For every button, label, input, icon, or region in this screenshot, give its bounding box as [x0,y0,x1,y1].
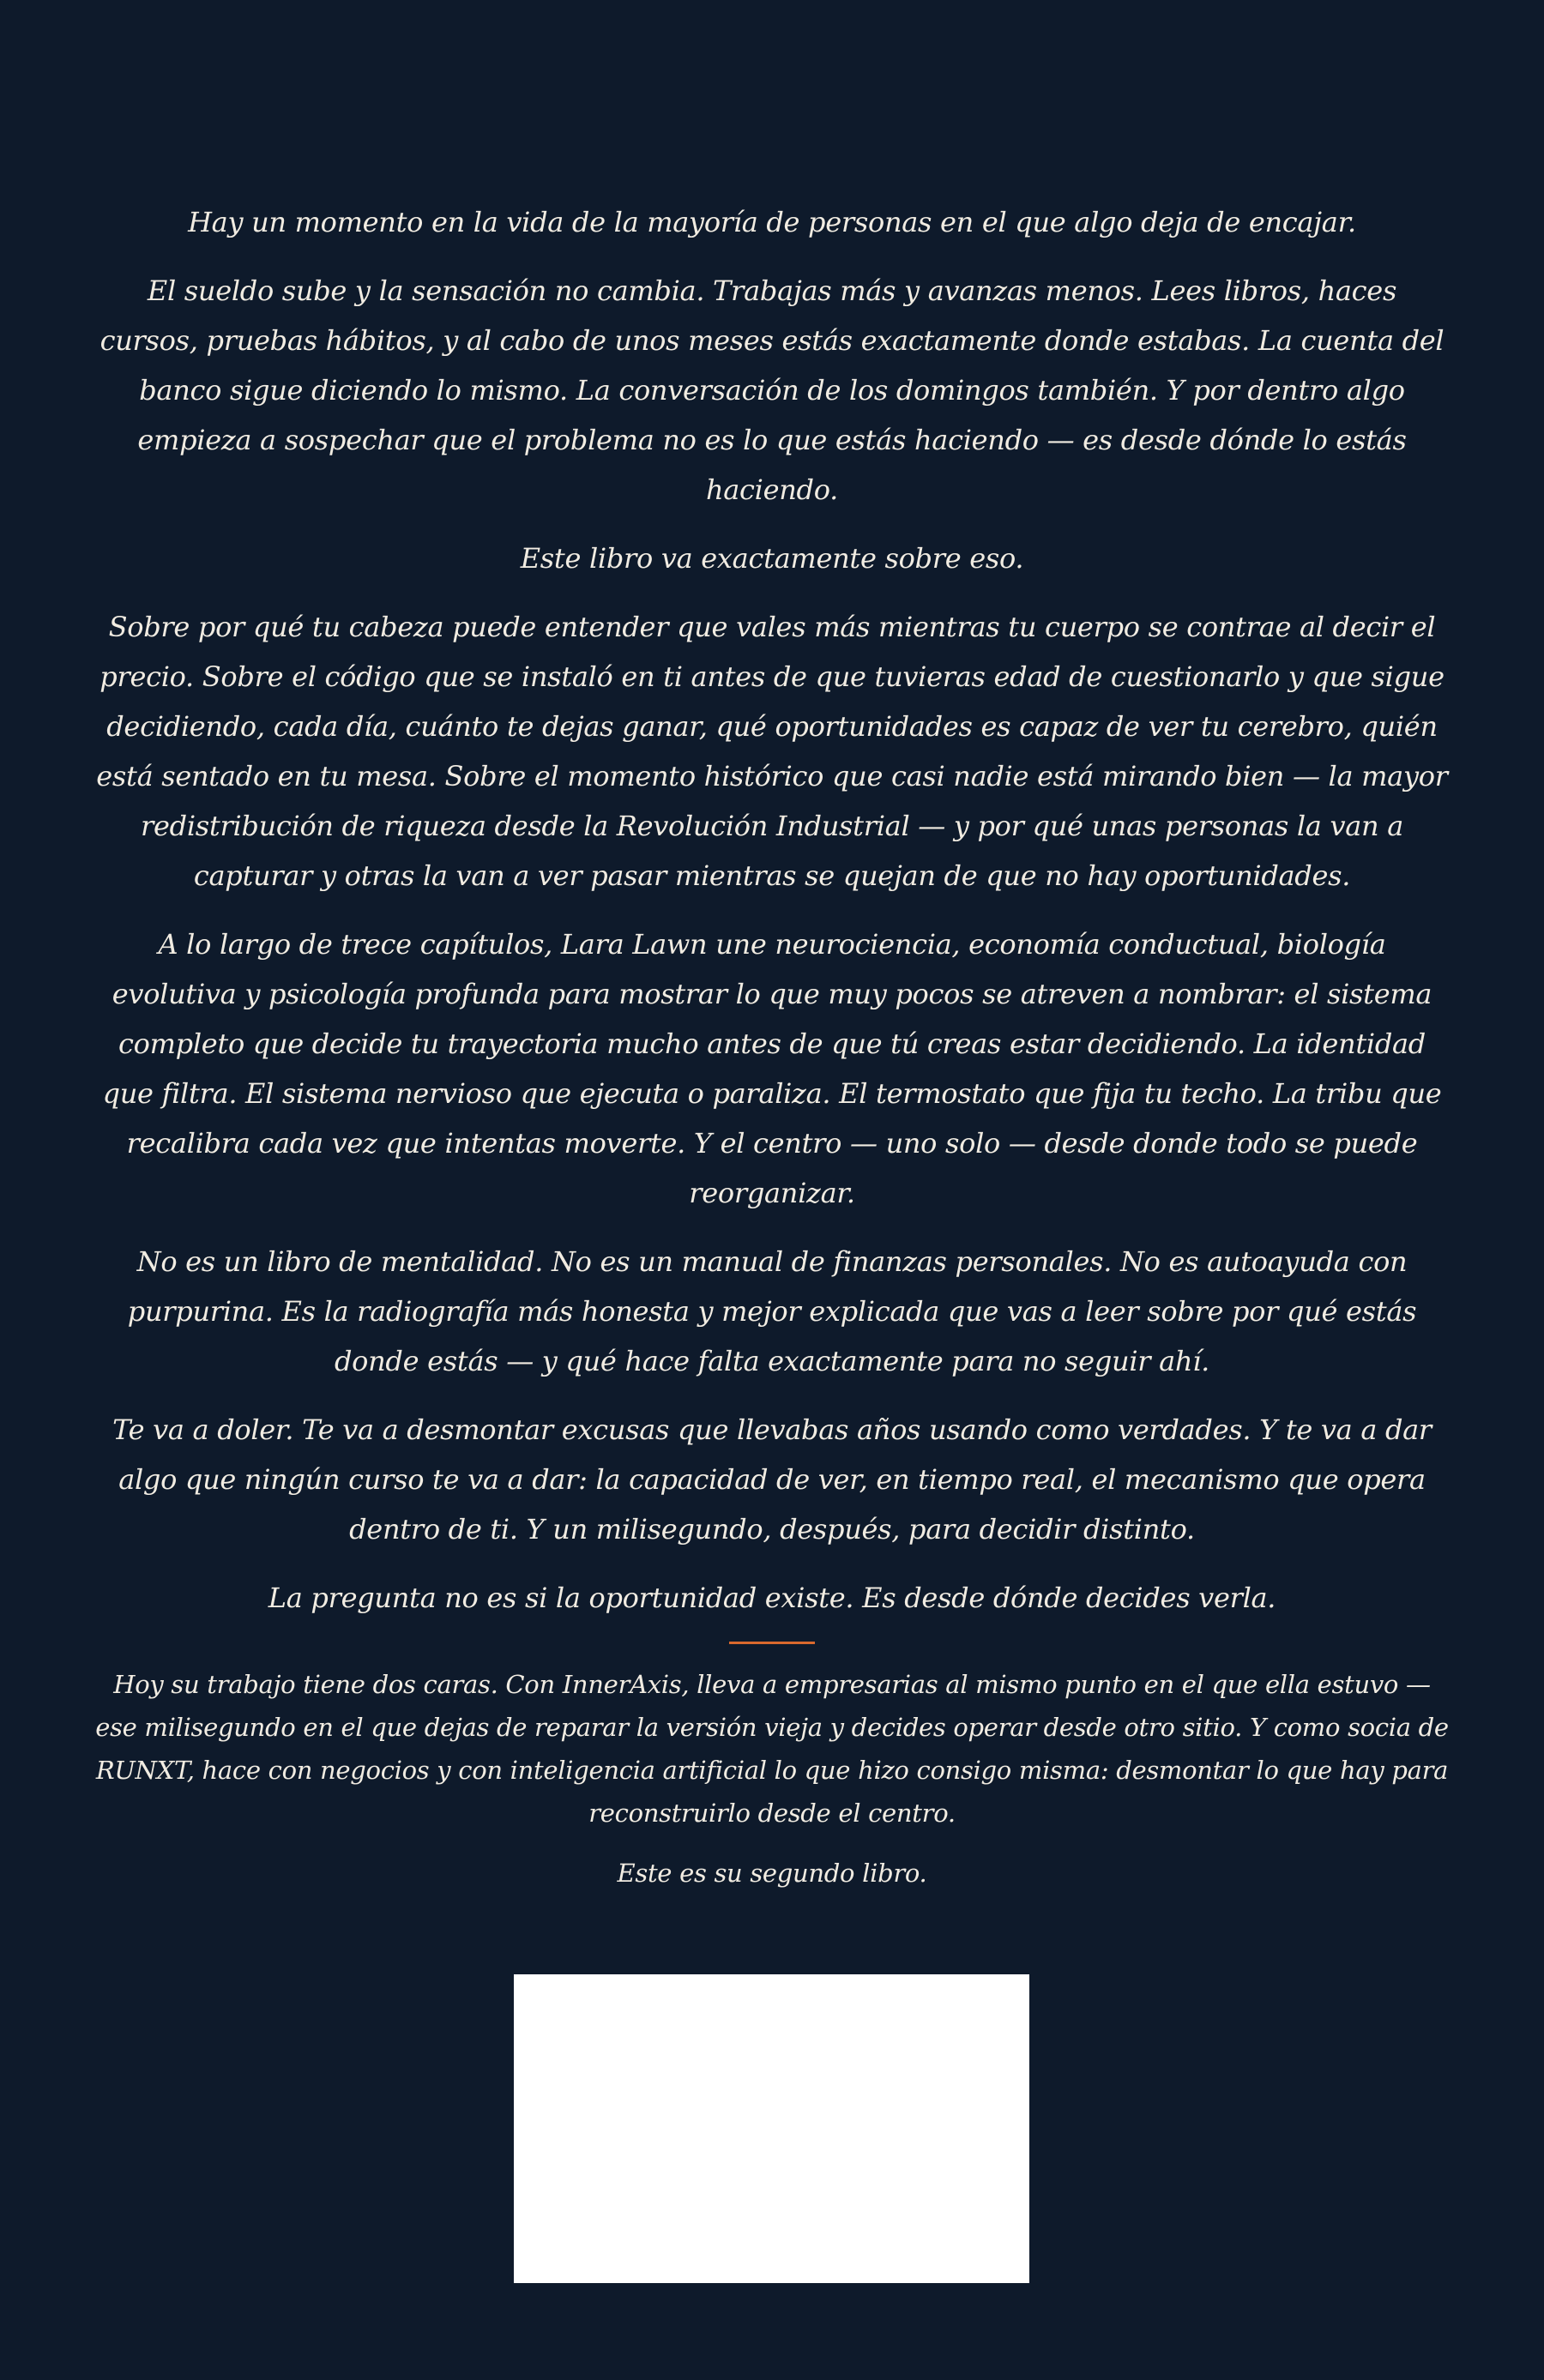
blurb-paragraph-5: A lo largo de trece capítulos, Lara Lawn une neurociencia, economía conductual, biología evolutiva y psicología profunda para mostrar lo que muy pocos se atreven a nombrar: el sistema completo que decide tu trayectoria mucho antes de que tú creas estar decidiendo. La identidad que filtra. El sistema nervioso que ejecuta o paraliza. El termostato que fija tu techo. La tribu que recalibra cada vez que intentas moverte. Y el centro — uno solo — desde donde todo se puede reorganizar. [102,928,1442,1209]
blurb-paragraph-6: No es un libro de mentalidad. No es un manual de finanzas personales. No es autoayuda con purpurina. Es la radiografía más honesta y mejor explicada que vas a leer sobre por qué estás donde estás — y qué hace falta exactamente para no seguir ahí. [127,1245,1417,1377]
accent-divider [729,1642,815,1644]
back-cover-blurb [94,197,1450,1912]
blurb-paragraph-4: Sobre por qué tu cabeza puede entender que vales más mientras tu cuerpo se contrae al decir el precio. Sobre el código que se instaló en ti antes de que tuvieras edad de cuestionarlo y que sigue decidiendo, cada día, cuánto te dejas ganar, qué oportunidades es capaz de ver tu cerebro, quién está sentado en tu mesa. Sobre el momento histórico que casi nadie está mirando bien — la mayor redistribución de riqueza desde la Revolución Industrial — y por qué unas personas la van a capturar y otras la van a ver pasar mientras se quejan de que no hay oportunidades. [96,611,1448,892]
author-bio-paragraph: Hoy su trabajo tiene dos caras. Con InnerAxis, lleva a empresarias al mismo punto en el que ella estuvo — ese milisegundo en el que dejas de reparar la versión vieja y decides operar desde otro sitio. Y como socia de RUNXT, hace con negocios y con inteligencia artificial lo que hizo consigo misma: desmontar lo que hay para reconstruirlo desde el centro. [95,1670,1449,1828]
barcode-placeholder [514,1974,1029,2283]
blurb-paragraph-7: Te va a doler. Te va a desmontar excusas que llevabas años usando como verdades. Y te va a dar algo que ningún curso te va a dar: la capacidad de ver, en tiempo real, el mecanismo que opera dentro de ti. Y un milisegundo, después, para decidir distinto. [112,1413,1432,1545]
blurb-paragraph-2: El sueldo sube y la sensación no cambia. Trabajas más y avanzas menos. Lees libros, haces cursos, pruebas hábitos, y al cabo de unos meses estás exactamente donde estabas. La cuenta del banco sigue diciendo lo mismo. La conversación de los domingos también. Y por dentro algo empieza a sospechar que el problema no es lo que estás haciendo — es desde dónde lo estás haciendo. [100,274,1444,506]
blurb-paragraph-3: Este libro va exactamente sobre eso. [520,542,1024,575]
blurb-closing-line: La pregunta no es si la oportunidad existe. Es desde dónde decides verla. [268,1582,1276,1614]
blurb-paragraph-1: Hay un momento en la vida de la mayoría de personas en el que algo deja de encajar. [188,206,1356,238]
author-bio [94,1663,1450,1895]
author-bio-closing: Este es su segundo libro. [617,1859,927,1888]
